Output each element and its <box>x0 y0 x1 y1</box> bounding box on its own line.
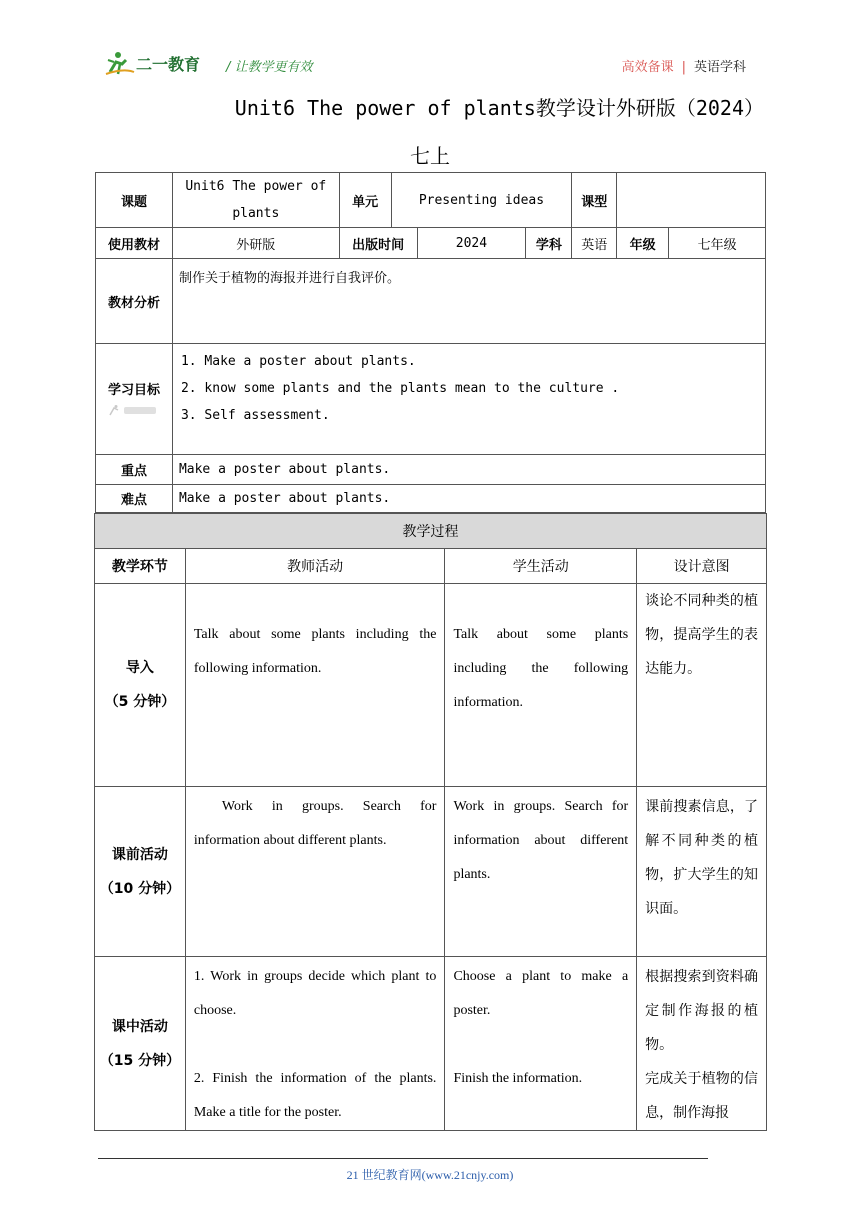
header-label-subject: 英语学科 <box>693 60 746 75</box>
header-separator: | <box>681 60 686 75</box>
goals-label: 学习目标 <box>107 382 160 398</box>
intent-text: 完成关于植物的信息，制作海报 <box>645 1071 758 1121</box>
goals-label-cell <box>96 344 173 455</box>
header-stage: 教学环节 <box>95 549 186 584</box>
intent-text: 课前搜素信息，了解不同种类的植物，扩大学生的知识面。 <box>645 799 758 917</box>
teacher-cell <box>185 787 445 957</box>
page-header <box>104 48 754 84</box>
stage-name: 课前活动 <box>111 846 168 863</box>
key-label: 重点 <box>96 455 173 485</box>
header-label-prep: 高效备课 <box>621 60 674 75</box>
intent-cell <box>637 584 767 787</box>
subject-value: 英语 <box>572 228 617 259</box>
header-teacher: 教师活动 <box>185 549 445 584</box>
header-student: 学生活动 <box>445 549 637 584</box>
teacher-text: 1. Work in groups decide which plant to choose. <box>193 969 437 1018</box>
document-title-line2: 七上 <box>410 144 450 168</box>
analysis-label: 教材分析 <box>96 259 173 344</box>
topic-value: Unit6 The power of plants <box>172 173 339 228</box>
table-row <box>95 787 767 957</box>
table-row <box>95 584 767 787</box>
process-table <box>94 513 767 1131</box>
student-text: Finish the information. <box>453 1071 583 1086</box>
teacher-text: 2. Finish the information of the plants. Make a title for the poster. <box>193 1071 437 1120</box>
info-table <box>95 172 766 513</box>
stage-time: （10 分钟） <box>99 880 181 897</box>
student-cell <box>445 584 637 787</box>
topic-label: 课题 <box>96 173 173 228</box>
header-right <box>622 56 746 75</box>
student-text: Choose a plant to make a poster. <box>453 969 629 1018</box>
difficult-label: 难点 <box>96 485 173 513</box>
watermark-logo-icon <box>96 404 172 420</box>
goal-item: 3. Self assessment. <box>180 408 330 423</box>
unit-value: Presenting ideas <box>391 173 572 228</box>
grade-label: 年级 <box>617 228 669 259</box>
process-title: 教学过程 <box>95 514 767 549</box>
goal-item: 1. Make a poster about plants. <box>180 354 416 369</box>
footer-link[interactable]: 21 世纪教育网(www.21cnjy.com) <box>346 1168 514 1182</box>
student-text: Talk about some plants including the following information. <box>453 627 629 710</box>
teacher-cell <box>185 584 445 787</box>
stage-time: （15 分钟） <box>99 1052 181 1069</box>
teacher-text: Work in groups. Search for information about different plants. <box>193 799 437 848</box>
goals-list <box>172 344 765 455</box>
teacher-cell <box>185 957 445 1131</box>
intent-cell <box>637 787 767 957</box>
textbook-label: 使用教材 <box>96 228 173 259</box>
logo <box>104 48 216 78</box>
student-cell <box>445 787 637 957</box>
key-value: Make a poster about plants. <box>172 455 765 485</box>
goal-item: 2. know some plants and the plants mean to the culture . <box>180 381 620 396</box>
header-intent: 设计意图 <box>637 549 767 584</box>
student-cell <box>445 957 637 1131</box>
grade-value: 七年级 <box>669 228 766 259</box>
stage-cell <box>95 584 186 787</box>
pubtime-value: 2024 <box>417 228 526 259</box>
type-value <box>617 173 766 228</box>
svg-text:二一教育: 二一教育 <box>136 55 201 74</box>
slogan: / 让教学更有效 <box>226 60 313 75</box>
student-text: Work in groups. Search for information about different plants. <box>453 799 629 882</box>
difficult-value: Make a poster about plants. <box>172 485 765 513</box>
stage-cell <box>95 957 186 1131</box>
textbook-value: 外研版 <box>172 228 339 259</box>
intent-text: 根据搜索到资料确定制作海报的植物。 <box>645 969 758 1053</box>
stage-name: 课中活动 <box>111 1018 168 1035</box>
intent-cell <box>637 957 767 1131</box>
stage-name: 导入 <box>125 660 154 676</box>
stage-cell <box>95 787 186 957</box>
unit-label: 单元 <box>339 173 391 228</box>
document-title: Unit6 The power of plants教学设计外研版（2024） <box>234 96 764 120</box>
subject-label: 学科 <box>526 228 572 259</box>
footer-divider <box>98 1158 708 1159</box>
table-row <box>95 957 767 1131</box>
analysis-value: 制作关于植物的海报并进行自我评价。 <box>172 259 765 344</box>
stage-time: （5 分钟） <box>104 694 176 710</box>
pubtime-label: 出版时间 <box>339 228 417 259</box>
intent-text: 谈论不同种类的植物，提高学生的表达能力。 <box>645 593 758 677</box>
type-label: 课型 <box>572 173 617 228</box>
teacher-text: Talk about some plants including the following information. <box>193 627 437 676</box>
